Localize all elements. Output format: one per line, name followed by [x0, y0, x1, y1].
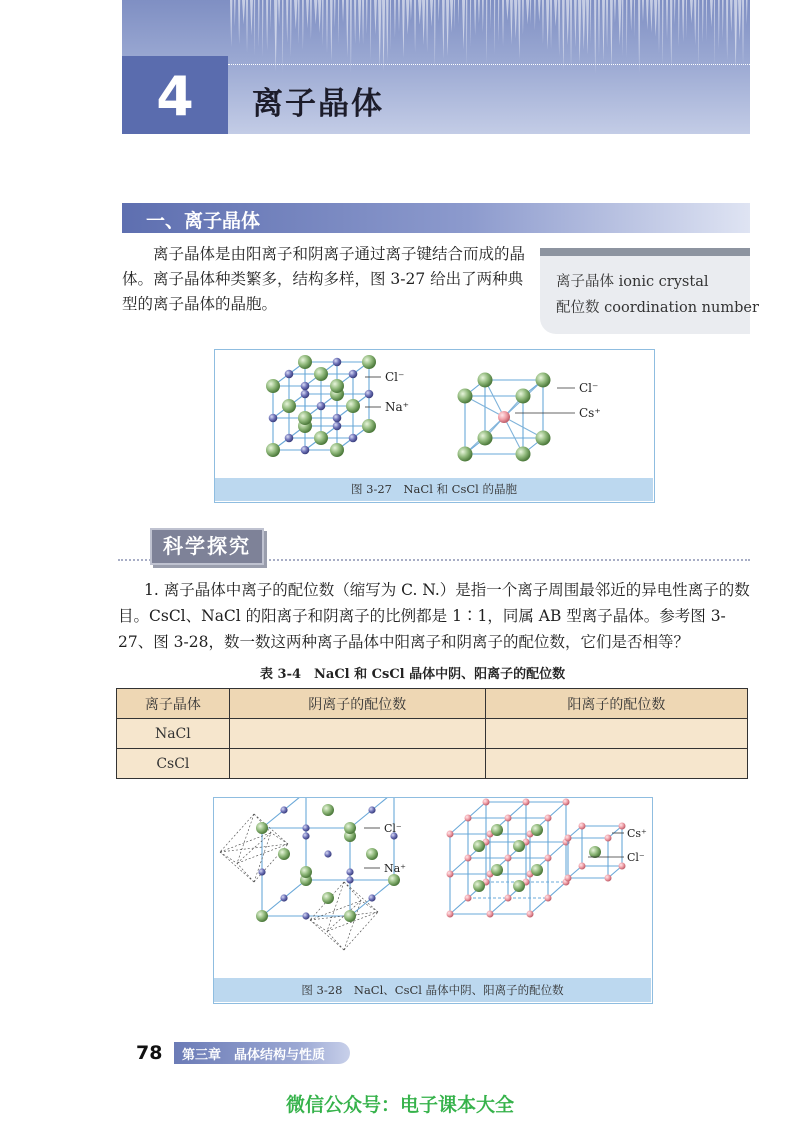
cs-ion — [563, 799, 570, 806]
na-ion — [269, 414, 278, 423]
figure-3-28-caption: 图 3-28 NaCl、CsCl 晶体中阴、阳离子的配位数 — [214, 978, 651, 1002]
cs-ion — [545, 855, 552, 862]
icicle-shape — [674, 0, 675, 25]
icicle-shape — [550, 0, 552, 49]
icicle-shape — [386, 0, 389, 61]
icicle-shape — [506, 0, 509, 20]
cl-ion — [278, 848, 290, 860]
cl-ion — [344, 822, 356, 834]
icicle-shape — [710, 0, 713, 27]
cl-ion — [473, 880, 485, 892]
table-header-cell: 离子晶体 — [117, 689, 230, 719]
cl-ion — [322, 892, 334, 904]
octahedron-edge — [310, 920, 327, 931]
octahedron-edge — [361, 901, 378, 912]
icicle-shape — [430, 0, 433, 27]
cs-ion — [527, 911, 534, 918]
table-row — [117, 749, 748, 779]
table-cell — [229, 719, 485, 749]
label-cl-ion: Cl⁻ — [579, 381, 599, 395]
icicle-shape — [298, 0, 300, 45]
na-ion — [333, 422, 342, 431]
na-ion — [333, 414, 342, 423]
icicle-shape — [698, 0, 699, 70]
cscl-lattice-diagram — [447, 799, 570, 918]
page-number: 78 — [136, 1042, 163, 1064]
icicle-shape — [614, 0, 616, 23]
icicle-shape — [370, 0, 371, 61]
icicle-shape — [642, 0, 644, 22]
icicle-shape — [742, 0, 744, 64]
table-header-row — [117, 689, 748, 719]
wechat-watermark: 微信公众号：电子课本大全 — [285, 1094, 514, 1116]
octahedron-edge — [344, 901, 361, 950]
na-ion — [324, 850, 331, 857]
icicle-shape — [586, 0, 589, 55]
icicle-shape — [666, 0, 668, 39]
label-cl-ion: Cl⁻ — [385, 370, 405, 384]
table-cell: NaCl — [117, 719, 230, 749]
icicle-shape — [230, 0, 232, 47]
cl-ion — [266, 379, 280, 393]
cs-ion — [523, 799, 530, 806]
table-cell — [229, 749, 485, 779]
icicle-shape — [502, 0, 504, 46]
icicle-shape — [538, 0, 541, 22]
icicle-shape — [558, 0, 560, 56]
cl-ion — [298, 355, 312, 369]
cs-ion — [465, 895, 472, 902]
cl-ion — [513, 880, 525, 892]
icicle-shape — [454, 0, 455, 29]
glossary-term-ionic-crystal: 离子晶体 ionic crystal — [556, 274, 709, 290]
cl-ion — [366, 848, 378, 860]
glossary-term-coordination-number: 配位数 coordination number — [556, 300, 759, 316]
icicle-shape — [254, 0, 255, 56]
cl-ion — [458, 447, 473, 462]
table-cell — [485, 749, 747, 779]
label-na-ion: Na⁺ — [384, 862, 406, 875]
icicle-shape — [486, 0, 487, 63]
icicle-shape — [554, 0, 557, 27]
icicle-shape — [374, 0, 377, 35]
title-dotted-line — [228, 64, 750, 65]
icicle-shape — [714, 0, 715, 67]
icicle-shape — [658, 0, 660, 53]
nacl-coordination-diagram — [220, 798, 400, 950]
icicle-shape — [670, 0, 672, 69]
icicle-shape — [514, 0, 517, 39]
icicle-shape — [442, 0, 445, 59]
icicle-shape — [242, 0, 245, 24]
icicle-shape — [326, 0, 328, 53]
cs-ion — [498, 411, 510, 423]
icicle-shape — [286, 0, 288, 43]
cs-ion — [579, 863, 586, 870]
icicle-shape — [542, 0, 544, 44]
icicle-shape — [446, 0, 449, 56]
icicle-shape — [534, 0, 536, 30]
cl-ion — [322, 804, 334, 816]
icicle-shape — [530, 0, 531, 25]
icicle-shape — [654, 0, 657, 37]
icicle-shape — [482, 0, 484, 33]
icicle-shape — [330, 0, 333, 62]
na-ion — [285, 434, 294, 443]
icicle-shape — [274, 0, 277, 72]
cl-ion — [516, 447, 531, 462]
icicle-shape — [626, 0, 627, 57]
glossary-box — [540, 248, 750, 334]
cl-ion — [478, 373, 493, 388]
cl-ion — [536, 373, 551, 388]
octahedron-edge — [327, 931, 344, 950]
cs-ion — [447, 831, 454, 838]
icicle-shape — [406, 0, 409, 35]
icicle-shape — [310, 0, 312, 39]
cs-ion — [545, 815, 552, 822]
na-ion — [346, 876, 353, 883]
cs-ion — [483, 799, 490, 806]
icicle-shape — [354, 0, 356, 44]
chapter-number: 4 — [156, 65, 194, 128]
table-header-cell: 阴离子的配位数 — [229, 689, 485, 719]
cl-ion — [300, 866, 312, 878]
na-ion — [317, 402, 326, 411]
question-1-paragraph: 1. 离子晶体中离子的配位数（缩写为 C. N.）是指一个离子周围最邻近的异电性离子的数目。CsCl、NaCl 的阳离子和阴离子的比例都是 1∶1，同属 AB 型离子晶体。参考图 3-27、图 3-28，数一数这两种离子晶体中阳离子和阴离子的配位数，它们是否相等？ — [118, 581, 750, 651]
icicle-shape — [398, 0, 400, 32]
na-ion — [301, 390, 310, 399]
icicle-shape — [302, 0, 304, 50]
cs-ion — [465, 815, 472, 822]
icicle-shape — [594, 0, 596, 74]
octahedron-edge — [220, 852, 237, 863]
icicle-shape — [730, 0, 733, 33]
icicle-shape — [694, 0, 696, 45]
icicle-shape — [270, 0, 271, 30]
icicle-shape — [322, 0, 324, 46]
icicle-shape — [470, 0, 471, 47]
octahedron-edge — [220, 852, 254, 882]
icicle-shape — [246, 0, 248, 52]
icicle-shape — [382, 0, 385, 71]
cl-ion — [491, 864, 503, 876]
na-ion — [368, 806, 375, 813]
na-ion — [301, 446, 310, 455]
icicle-shape — [526, 0, 529, 24]
icicle-shape — [238, 0, 240, 44]
na-ion — [365, 390, 374, 399]
na-ion — [302, 824, 309, 831]
na-ion — [349, 370, 358, 379]
cl-ion — [330, 443, 344, 457]
na-ion — [280, 894, 287, 901]
icicle-shape — [610, 0, 613, 69]
cl-ion — [536, 431, 551, 446]
icicle-shape — [278, 0, 280, 27]
icicle-shape — [262, 0, 263, 57]
na-ion — [349, 434, 358, 443]
octahedron-edge — [310, 920, 344, 950]
na-ion — [346, 868, 353, 875]
cs-ion — [465, 855, 472, 862]
cs-ion — [565, 875, 572, 882]
cl-ion — [314, 431, 328, 445]
icicle-shape — [314, 0, 317, 24]
table-title: 表 3-4 NaCl 和 CsCl 晶体中阴、阳离子的配位数 — [260, 667, 566, 682]
figure-3-28-diagram — [214, 798, 650, 978]
footer-chapter-label: 第三章 晶体结构与性质 — [182, 1048, 326, 1063]
icicle-shape — [638, 0, 640, 73]
icicle-shape — [562, 0, 565, 70]
icicle-shape — [598, 0, 600, 56]
octahedron-edge — [327, 882, 344, 931]
icicle-shape — [282, 0, 283, 73]
icicle-shape — [686, 0, 687, 38]
icicle-shape — [706, 0, 707, 41]
coordination-table — [116, 688, 748, 779]
na-ion — [285, 370, 294, 379]
octahedron-edge — [237, 863, 254, 882]
cl-ion — [330, 379, 344, 393]
icicle-shape — [434, 0, 436, 69]
cs-ion — [545, 895, 552, 902]
cl-ion — [362, 355, 376, 369]
icicle-shape — [718, 0, 720, 50]
icicle-shape — [682, 0, 684, 42]
icicle-shape — [490, 0, 491, 29]
icicle-shape — [358, 0, 361, 44]
icicle-shape — [266, 0, 268, 51]
icicle-shape — [690, 0, 693, 23]
icicle-shape — [518, 0, 521, 59]
table-cell: CsCl — [117, 749, 230, 779]
octahedron-edge — [237, 814, 254, 863]
icicle-shape — [546, 0, 549, 50]
icicle-shape — [702, 0, 704, 42]
icicle-shape — [410, 0, 412, 20]
cl-ion — [491, 824, 503, 836]
icicle-shape — [250, 0, 253, 36]
icicle-shape — [290, 0, 292, 57]
icicle-shape — [450, 0, 453, 33]
octahedron-edge — [220, 814, 254, 852]
icicle-shape — [258, 0, 260, 47]
icicle-shape — [494, 0, 495, 54]
cl-ion — [266, 443, 280, 457]
na-ion — [280, 806, 287, 813]
nacl-unit-cell — [266, 355, 376, 457]
cl-ion — [256, 822, 268, 834]
science-explore-badge: 科学探究 — [150, 528, 264, 565]
icicle-shape — [402, 0, 405, 58]
icicle-shape — [722, 0, 724, 39]
cs-ion — [487, 911, 494, 918]
table-cell — [485, 719, 747, 749]
icicle-shape — [678, 0, 680, 47]
cl-ion — [314, 367, 328, 381]
icicle-shape — [734, 0, 737, 69]
cs-ion — [505, 815, 512, 822]
icicle-shape — [582, 0, 585, 50]
cl-ion — [282, 399, 296, 413]
cs-ion — [579, 823, 586, 830]
octahedron-edge — [220, 844, 288, 852]
cs-ion — [505, 855, 512, 862]
page-title: 离子晶体 — [252, 86, 384, 122]
na-ion — [333, 358, 342, 367]
cl-ion — [473, 840, 485, 852]
icicle-shape — [466, 0, 467, 66]
cl-ion — [589, 846, 601, 858]
icicle-shape — [478, 0, 480, 24]
icicle-shape — [578, 0, 581, 63]
na-ion — [302, 832, 309, 839]
icicle-shape — [462, 0, 465, 50]
icicle-shape — [662, 0, 663, 66]
octahedron-edge — [344, 882, 361, 901]
na-ion — [301, 382, 310, 391]
subsection-heading: 一、离子晶体 — [146, 210, 261, 232]
cl-ion — [344, 910, 356, 922]
na-ion — [302, 912, 309, 919]
icicle-shape — [334, 0, 336, 27]
icicle-shape — [338, 0, 339, 45]
cs-ion — [505, 895, 512, 902]
figure-3-27-caption: 图 3-27 NaCl 和 CsCl 的晶胞 — [215, 478, 653, 501]
cl-ion — [531, 864, 543, 876]
cl-ion — [298, 411, 312, 425]
icicle-shape — [570, 0, 572, 69]
cl-ion — [458, 389, 473, 404]
cl-ion — [388, 874, 400, 886]
cl-ion — [256, 910, 268, 922]
cscl-unit-cell — [458, 373, 551, 462]
icicle-shape — [510, 0, 513, 45]
icicle-shape — [294, 0, 297, 29]
table-header-cell: 阳离子的配位数 — [485, 689, 747, 719]
icicle-shape — [366, 0, 368, 35]
icicle-shape — [418, 0, 421, 25]
icicle-shape — [738, 0, 741, 41]
icicle-shape — [346, 0, 349, 57]
cs-ion — [605, 835, 612, 842]
na-ion — [258, 868, 265, 875]
cl-ion — [362, 419, 376, 433]
icicle-shape — [350, 0, 352, 73]
icicle-shape — [426, 0, 428, 52]
icicle-shape — [394, 0, 396, 38]
cl-ion — [513, 840, 525, 852]
intro-paragraph: 离子晶体是由阳离子和阴离子通过离子键结合而成的晶体。离子晶体种类繁多，结构多样，图 3-27 给出了两种典型的离子晶体的晶胞。 — [122, 245, 526, 313]
cl-ion — [478, 431, 493, 446]
icicle-shape — [378, 0, 381, 67]
octahedron-edge — [271, 833, 288, 844]
cl-ion — [531, 824, 543, 836]
icicle-shape — [650, 0, 653, 33]
icicle-shape — [474, 0, 476, 35]
figure-3-27-diagram — [215, 350, 652, 478]
icicle-shape — [234, 0, 236, 26]
icicle-shape — [746, 0, 748, 25]
icicle-shape — [498, 0, 499, 42]
label-cl-ion: Cl⁻ — [627, 851, 645, 864]
label-cs-ion: Cs⁺ — [627, 827, 647, 840]
icicle-shape — [602, 0, 605, 61]
cs-ion — [619, 863, 626, 870]
icicle-shape — [622, 0, 623, 56]
icicle-shape — [422, 0, 425, 45]
icicle-shape — [574, 0, 577, 47]
icicle-shape — [630, 0, 632, 31]
cl-ion — [346, 399, 360, 413]
icicle-shape — [634, 0, 635, 37]
cs-ion — [619, 823, 626, 830]
cs-ion — [605, 875, 612, 882]
icicle-shape — [306, 0, 309, 28]
cs-ion — [565, 835, 572, 842]
icicle-shape — [566, 0, 569, 45]
icicle-shape — [646, 0, 649, 30]
icicle-shape — [342, 0, 344, 23]
icicle-shape — [458, 0, 459, 24]
icicle-shape — [414, 0, 416, 52]
icicle-shape — [362, 0, 364, 45]
cscl-unit-cell-diagram — [565, 823, 626, 882]
icicle-shape — [390, 0, 391, 50]
label-na-ion: Na⁺ — [385, 400, 409, 414]
label-cs-ion: Cs⁺ — [579, 406, 601, 420]
icicle-shape — [318, 0, 321, 33]
label-cl-ion: Cl⁻ — [384, 822, 402, 835]
cs-ion — [447, 911, 454, 918]
icicle-shape — [726, 0, 728, 60]
cs-ion — [447, 871, 454, 878]
table-row — [117, 719, 748, 749]
icicle-shape — [438, 0, 439, 21]
icicle-shape — [618, 0, 621, 46]
cl-ion — [516, 389, 531, 404]
na-ion — [368, 894, 375, 901]
icicle-shape — [606, 0, 608, 48]
icicle-shape — [522, 0, 524, 35]
icicle-shape — [590, 0, 591, 44]
